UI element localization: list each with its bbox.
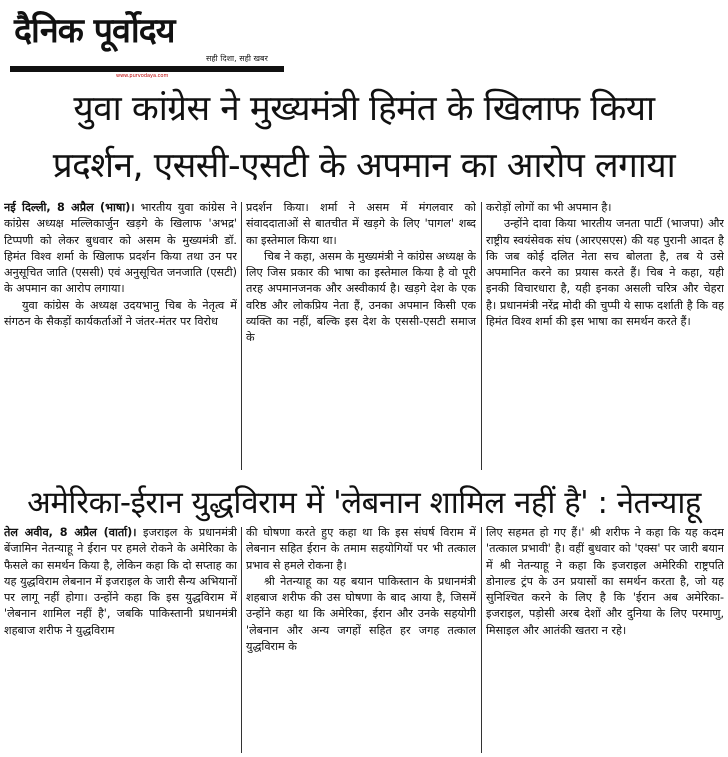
article1-col2-para2: चिब ने कहा, असम के मुख्यमंत्री ने कांग्रेस अध्यक्ष के लिए जिस प्रकार की भाषा का इस्तेमाल किया है वो पूरी तरह अपमानजनक और अस्वीकार्य है। खड़गे देश के एक वरिष्ठ और लोकप्रिय नेता हैं, उनका अपमान किसी एक व्यक्ति का नहीं, बल्कि इस देश के एससी-एसटी समाज के <box>246 249 476 345</box>
article2-col1-para1 <box>4 525 237 639</box>
article1-dateline: नई दिल्ली, 8 अप्रैल (भाषा)। <box>4 201 135 214</box>
masthead-tagline: सही दिशा, सही खबर <box>206 54 268 63</box>
article1-column2 <box>246 200 476 472</box>
article1-column-divider-2 <box>481 202 482 470</box>
article1-col1-para1 <box>4 200 237 298</box>
article2-col2-para1: की घोषणा करते हुए कहा था कि इस संघर्ष विराम में लेबनान सहित ईरान के तमाम सहयोगियों पर भी तत्काल प्रभाव से हमले रोकना है। <box>246 526 476 572</box>
masthead <box>10 6 310 79</box>
article2-column-divider-2 <box>481 527 482 753</box>
article2-col2-para2: श्री नेतन्याहू का यह बयान पाकिस्तान के प्रधानमंत्री शहबाज शरीफ की उस घोषणा के बाद आया है, जिसमें उन्होंने कहा था कि अमेरिका, ईरान और उनके सहयोगी 'लेबनान और अन्य जगहों सहित हर जगह तत्काल युद्धविराम के <box>246 574 476 654</box>
article2-column3 <box>486 525 724 755</box>
masthead-rule <box>10 66 284 72</box>
article1-headline-line2: प्रदर्शन, एससी-एसटी के अपमान का आरोप लगाया <box>52 146 676 186</box>
article1-col2-para1: प्रदर्शन किया। शर्मा ने असम में मंगलवार को संवाददाताओं से बातचीत में खड़गे के लिए 'पागल' शब्द का इस्तेमाल किया था। <box>246 201 476 247</box>
masthead-title: दैनिक पूर्वोदय <box>14 11 175 51</box>
article2-column1 <box>4 525 237 755</box>
article1-headline-line1: युवा कांग्रेस ने मुख्यमंत्री हिमंत के खिलाफ किया <box>73 89 655 129</box>
article2-dateline: तेल अवीव, 8 अप्रैल (वार्ता)। <box>4 526 137 539</box>
masthead-url: www.purvodaya.com <box>116 73 169 79</box>
article1-column1 <box>4 200 237 472</box>
article1-col3-para2: उन्होंने दावा किया भारतीय जनता पार्टी (भाजपा) और राष्ट्रीय स्वयंसेवक संघ (आरएसएस) की यह पुरानी आदत है कि जब कोई दलित नेता सच बोलता है, तब ये उसे अपमानित करने का प्रयास करते हैं। चिब ने कहा, यही इनकी विचारधारा है, यही इनका असली चरित्र और चेहरा है। प्रधानमंत्री नरेंद्र मोदी की चुप्पी ये साफ दर्शाती है कि वह हिमंत विश्व शर्मा की इस भाषा का समर्थन करते हैं। <box>486 217 724 329</box>
article1-column-divider-1 <box>241 202 242 470</box>
article2-col3-para1: लिए सहमत हो गए हैं।' श्री शरीफ ने कहा कि यह कदम 'तत्काल प्रभावी' है। वहीं बुधवार को 'एक्स' पर जारी बयान में श्री नेतन्याहू ने कहा कि इजराइल अमेरिकी राष्ट्रपति डोनाल्ड ट्रंप के उन प्रयासों का समर्थन करता है, जो यह सुनिश्चित करने के लिए है कि 'ईरान अब अमेरिका-इजराइल, पड़ोसी अरब देशों और दुनिया के लिए परमाणु, मिसाइल और आतंकी खतरा न रहे। <box>486 526 724 637</box>
article2-column-divider-1 <box>241 527 242 753</box>
article1-col1-text1: भारतीय युवा कांग्रेस ने कांग्रेस अध्यक्ष मल्लिकार्जुन खड़गे के खिलाफ 'अभद्र' टिप्पणी को लेकर बुधवार को असम के मुख्यमंत्री डॉ. हिमंत विश्व शर्मा के खिलाफ प्रदर्शन किया तथा उन पर अनुसूचित जाति (एससी) एवं अनुसूचित जनजाति (एसटी) के अपमान का आरोप लगाया। <box>4 201 237 296</box>
article1-column3 <box>486 200 724 472</box>
article2-headline: अमेरिका-ईरान युद्धविराम में 'लेबनान शामिल नहीं है' : नेतन्याहू <box>27 485 701 521</box>
article2-column2 <box>246 525 476 755</box>
article1-col3-para1: करोड़ों लोगों का भी अपमान है। <box>486 201 612 214</box>
article2-col1-text1: इजराइल के प्रधानमंत्री बेंजामिन नेतन्याहू ने ईरान पर हमले रोकने के अमेरिका के फैसले का समर्थन किया है, लेकिन कहा कि दो सप्ताह का यह युद्धविराम लेबनान में इजराइल के जारी सैन्य अभियानों पर लागू नहीं होगा। उन्होंने कहा कि इस युद्धविराम में 'लेबनान शामिल नहीं है', जबकि पाकिस्तानी प्रधानमंत्री शहबाज शरीफ ने युद्धविराम <box>4 526 237 637</box>
article1-col1-para2: युवा कांग्रेस के अध्यक्ष उदयभानु चिब के नेतृत्व में संगठन के सैकड़ों कार्यकर्ताओं ने जंतर-मंतर पर विरोध <box>4 298 237 329</box>
